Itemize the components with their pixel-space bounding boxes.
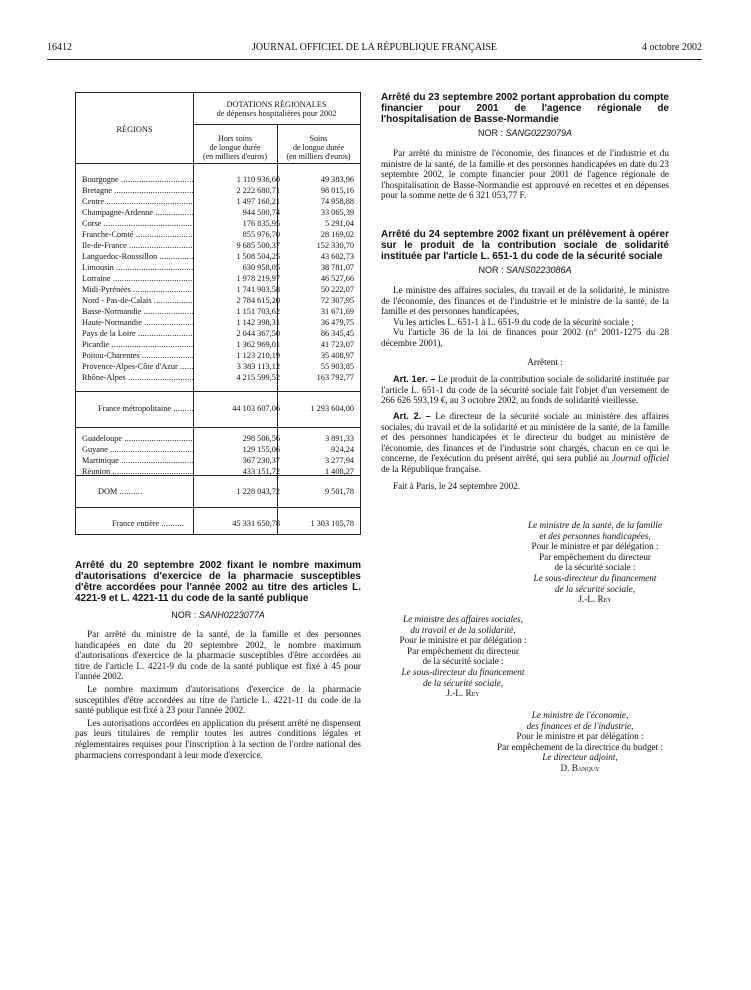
soins-value: 3 891,33: [324, 434, 354, 443]
header-soins: [277, 134, 360, 161]
sig-line: des finances et de l'industrie,: [526, 720, 634, 731]
region-name: Guyane .....: [82, 444, 194, 455]
sig-line: Le ministre des affaires sociales,: [402, 614, 524, 624]
soins-value: 31 671,69: [320, 307, 354, 316]
header-hors-line1: Hors soins: [217, 134, 252, 143]
table-row: [76, 361, 360, 372]
nor-reference: [381, 128, 669, 138]
hors-value: 1 362 969,01: [236, 340, 280, 349]
row-rule: [76, 391, 360, 392]
paragraph: Par arrêté du ministre de l'économie, des finances et de l'industrie et du ministre de la santé, de la famille et des personnes handicapées en date du 23 septembre 2002, le compte financier pour 2001 de l'agence régionale de l'hospitalisation de Basse-Normandie est approuvé en recettes et en dépenses pour la somme nette de 6 321 053,77 F.: [381, 148, 669, 201]
region-name: Pays de la Loire .....: [82, 328, 194, 339]
sig-line: de la sécurité sociale :: [554, 562, 636, 573]
header-dotations-line2: de dépenses hospitalières pour 2002: [216, 109, 337, 118]
soins-value: 36 479,75: [320, 318, 354, 327]
nor-reference: [381, 265, 669, 275]
article-title: Arrêté du 20 septembre 2002 fixant le nombre maximum d'autorisations d'exercice de la pharmacie susceptibles d'être accordées pour l'année 2002 au titre des articles L. 4221-9 et L. 4221-11 du code de la santé publique: [75, 560, 361, 604]
table-row: [76, 262, 360, 273]
article-2: [381, 411, 669, 475]
hors-value: 44 103 607,06: [232, 404, 280, 413]
header-soins-line2: de longue durée: [292, 143, 345, 152]
paragraph: Le nombre maximum d'autorisations d'exercice de la pharmacie susceptibles d'être accordées au titre de l'article L. 4221-11 du code de la santé publique est fixé à 23 pour l'année 2002.: [75, 683, 361, 716]
signatory-name: J.-L. Rey: [578, 594, 612, 605]
hors-value: 1 228 043,72: [236, 487, 280, 496]
soins-value: 3 277,94: [324, 456, 354, 465]
sig-line: Pour le ministre et par délégation :: [516, 731, 644, 742]
art1-text: Le produit de la contribution sociale de solidarité instituée par l'article L. 651-1 du code de la sécurité sociale fait l'objet d'un versement de 266 626 593,19 €, au 3 octobre 2002, au fonds de solidarité vieillesse.: [381, 374, 670, 406]
hors-value: 176 835,95: [242, 219, 280, 228]
header-soins-line1: Soins: [309, 134, 328, 143]
region-name: Ile-de-France .....: [82, 240, 194, 251]
signature-block-sante: [500, 520, 690, 605]
region-name: Limousin .....: [82, 262, 194, 273]
grand-total-row: [76, 518, 360, 529]
header-hors-soins: [193, 134, 277, 161]
hors-value: 2 044 367,50: [236, 329, 280, 338]
table-row: [76, 328, 360, 339]
region-name: Bourgogne .....: [82, 174, 194, 185]
region-name: Nord - Pas-de-Calais .....: [82, 295, 194, 306]
sig-line: de la sécurité sociale :: [422, 656, 504, 667]
signatory-name: D. Banquy: [560, 762, 600, 773]
soins-value: 98 015,16: [320, 186, 354, 195]
table-row: [76, 185, 360, 196]
nor-code: SANH0223077A: [198, 610, 265, 620]
sig-line: Par empêchement du directeur: [539, 551, 651, 562]
table-row: [76, 174, 360, 185]
header-rule: [76, 163, 360, 164]
sig-line: Le directeur adjoint,: [542, 752, 618, 763]
soins-value: 9 501,78: [324, 487, 354, 496]
signature-block-economie: [460, 710, 700, 774]
hors-value: 4 215 599,52: [236, 373, 280, 382]
art2-end: de la République française.: [381, 463, 481, 474]
soins-value: 86 345,45: [320, 329, 354, 338]
soins-value: 74 958,88: [320, 197, 354, 206]
signatory-name: J.-L. Rey: [446, 688, 480, 699]
sig-line: Le ministre de l'économie,: [531, 710, 629, 720]
paragraph: Le ministre des affaires sociales, du travail et de la solidarité, le ministre de l'économie, des finances et de l'industrie et le ministre de la santé, de la famille et des personnes handicapées,: [381, 285, 669, 317]
page-number: 16412: [47, 42, 72, 53]
publication-date: 4 octobre 2002: [642, 42, 702, 53]
nor-label: NOR :: [171, 610, 197, 620]
soins-value: 33 065,39: [320, 208, 354, 217]
journal-title: JOURNAL OFFICIEL DE LA RÉPUBLIQUE FRANÇAISE: [251, 42, 498, 53]
paragraph: Vu les articles L. 651-1 à L. 651-9 du code de la sécurité sociale ;: [393, 316, 634, 327]
region-name: Bretagne .....: [82, 185, 194, 196]
region-name: Centre .....: [82, 196, 194, 207]
sig-line: Le ministre de la santé, de la famille: [528, 520, 662, 530]
page-header: [47, 42, 702, 56]
soins-value: 163 792,77: [316, 373, 354, 382]
total-label: France métropolitaine .....: [98, 403, 194, 414]
nor-code: SANS0223086A: [505, 265, 572, 275]
region-name: Provence-Alpes-Côte d'Azur .....: [82, 361, 194, 372]
region-name: Poitou-Charentes .....: [82, 350, 194, 361]
header-rule: [193, 124, 360, 125]
total-label: DOM .....: [98, 486, 194, 497]
region-name: Haute-Normandie .....: [82, 317, 194, 328]
soins-value: 35 408,97: [320, 351, 354, 360]
article-title: Arrêté du 24 septembre 2002 fixant un prélèvement à opérer sur le produit de la contribution sociale de solidarité instituée par l'article L. 651-1 du code de la sécurité sociale: [381, 229, 669, 262]
soins-value: 38 781,07: [320, 263, 354, 272]
row-rule: [76, 427, 360, 428]
left-article: [75, 560, 361, 760]
region-name: Corse .....: [82, 218, 194, 229]
region-name: Franche-Comté .....: [82, 229, 194, 240]
article-title: Arrêté du 23 septembre 2002 portant approbation du compte financier pour 2001 de l'agence régionale de l'hospitalisation de Basse-Normandie: [381, 92, 669, 125]
sig-line: de la sécurité sociale,: [554, 583, 636, 594]
soins-value: 5 291,04: [324, 219, 354, 228]
soins-value: 41 723,07: [320, 340, 354, 349]
hors-value: 1 142 398,31: [236, 318, 280, 327]
table-row: [76, 196, 360, 207]
sig-line: Par empêchement du directeur: [407, 645, 519, 656]
art1-label: Art. 1er. –: [393, 374, 436, 385]
header-dotations: [193, 100, 360, 118]
table-row: [76, 229, 360, 240]
nor-code: SANG0223079A: [505, 128, 573, 138]
hors-value: 1 151 703,62: [236, 307, 280, 316]
art2-text: Le directeur de la sécurité sociale au ministère des affaires sociales, du travail et de la solidarité et au ministère de la santé, de la famille et des personnes handicapées et le directeur du budget au ministère de l'économie, des finances et de l'industrie sont chargés, chacun en ce qui le concerne, de l'exécution du présent arrêté, qui sera publié au: [381, 410, 669, 464]
table-row: [76, 466, 360, 477]
region-name: Rhône-Alpes .....: [82, 372, 194, 383]
art2-label: Art. 2. –: [393, 410, 431, 421]
table-row: [76, 273, 360, 284]
total-row: [76, 486, 360, 497]
table-row: [76, 251, 360, 262]
hors-value: 630 958,05: [242, 263, 280, 272]
region-name: Martinique .....: [82, 455, 194, 466]
dotations-table: [75, 92, 361, 535]
paragraph: Les autorisations accordées en application du présent arrêté ne dispensent pas leurs titulaires de remplir toutes les autres conditions légales et réglementaires requises pour l'inscription à la section de l'ordre national des pharmaciens correspondant à leur mode d'exercice.: [75, 717, 361, 760]
total-row: [76, 403, 360, 414]
header-rule: [47, 59, 702, 60]
table-row: [76, 455, 360, 466]
paragraph: Vu l'article 36 de la loi de finances pour 2002 (n° 2001-1275 du 28 décembre 2001),: [381, 327, 669, 348]
right-article-2: [381, 229, 669, 491]
sig-line: de la sécurité sociale,: [422, 677, 504, 688]
hors-value: 1 978 219,97: [236, 274, 280, 283]
sig-line: Pour le ministre et par délégation :: [399, 635, 527, 646]
region-name: Guadeloupe .....: [82, 433, 194, 444]
nor-label: NOR :: [477, 128, 503, 138]
header-hors-line3: (en milliers d'euros): [202, 152, 268, 161]
sig-line: et des personnes handicapées,: [539, 530, 651, 541]
table-row: [76, 295, 360, 306]
hors-value: 129 155,06: [242, 445, 280, 454]
soins-value: 46 527,66: [320, 274, 354, 283]
region-name: Languedoc-Roussillon .....: [82, 251, 194, 262]
table-row: [76, 306, 360, 317]
sig-line: Le sous-directeur du financement: [401, 666, 525, 677]
soins-value: 1 408,27: [324, 467, 354, 476]
region-name: Basse-Normandie .....: [82, 306, 194, 317]
soins-value: 50 222,07: [320, 285, 354, 294]
table-row: [76, 317, 360, 328]
hors-value: 1 110 936,60: [236, 175, 280, 184]
article-1: [381, 374, 669, 406]
hors-value: 9 685 500,37: [236, 241, 280, 250]
hors-value: 433 151,72: [242, 467, 280, 476]
sig-line: Pour le ministre et par délégation :: [531, 541, 659, 552]
arretent: Arrêtent :: [527, 356, 563, 367]
hors-value: 1 508 504,25: [236, 252, 280, 261]
header-soins-line3: (en milliers d'euros): [286, 152, 351, 161]
row-rule: [76, 507, 360, 508]
hors-value: 944 500,74: [242, 208, 280, 217]
hors-value: 1 123 210,19: [236, 351, 280, 360]
table-row: [76, 240, 360, 251]
region-name: Réunion .....: [82, 466, 194, 477]
sig-line: Par empêchement de la directrice du budget :: [496, 741, 664, 752]
table-row: [76, 350, 360, 361]
hors-value: 3 383 113,12: [236, 362, 280, 371]
nor-label: NOR :: [478, 265, 504, 275]
sig-line: du travail et de la solidarité,: [410, 624, 516, 635]
region-name: Lorraine .....: [82, 273, 194, 284]
nor-reference: [75, 610, 361, 620]
total-label: France entière .....: [112, 518, 194, 529]
table-row: [76, 284, 360, 295]
header-dotations-line1: DOTATIONS RÉGIONALES: [226, 100, 327, 109]
soins-value: 1 293 604,00: [310, 404, 354, 413]
fait-a-paris: Fait à Paris, le 24 septembre 2002.: [393, 480, 521, 491]
right-article-1: [381, 92, 669, 201]
region-name: Midi-Pyrénées .....: [82, 284, 194, 295]
table-row: [76, 372, 360, 383]
signature-block-affaires-sociales: [378, 614, 548, 699]
soins-value: 49 383,96: [320, 175, 354, 184]
soins-value: 152 330,70: [316, 241, 354, 250]
soins-value: 55 903,85: [320, 362, 354, 371]
header-hors-line2: de longue durée: [209, 143, 261, 152]
table-row: [76, 207, 360, 218]
table-row: [76, 433, 360, 444]
soins-value: 28 169,02: [320, 230, 354, 239]
table-row: [76, 339, 360, 350]
region-name: Picardie .....: [82, 339, 194, 350]
soins-value: 43 602,73: [320, 252, 354, 261]
soins-value: 1 303 105,78: [310, 519, 354, 528]
sig-line: Le sous-directeur du financement: [533, 572, 657, 583]
hors-value: 367 230,37: [242, 456, 280, 465]
journal-officiel-ref: Journal officiel: [611, 453, 669, 464]
region-name: Champagne-Ardenne .....: [82, 207, 194, 218]
hors-value: 45 331 650,78: [232, 519, 280, 528]
soins-value: 924,24: [331, 445, 354, 454]
table-row: [76, 444, 360, 455]
hors-value: 855 976,70: [242, 230, 280, 239]
table-row: [76, 218, 360, 229]
soins-value: 72 307,95: [320, 296, 354, 305]
paragraph: Par arrêté du ministre de la santé, de la famille et des personnes handicapées en date du 20 septembre 2002, le nombre maximum d'autorisations d'exercice de la pharmacie susceptibles d'être accordées au titre de l'article L. 4221-9 du code de la santé publique est fixé à 45 pour l'année 2002.: [75, 629, 361, 682]
hors-value: 2 784 615,20: [236, 296, 280, 305]
header-regions: RÉGIONS: [116, 125, 153, 134]
hors-value: 2 222 680,71: [236, 186, 280, 195]
hors-value: 1 497 160,21: [236, 197, 280, 206]
hors-value: 298 506,56: [242, 434, 280, 443]
hors-value: 1 741 903,58: [236, 285, 280, 294]
